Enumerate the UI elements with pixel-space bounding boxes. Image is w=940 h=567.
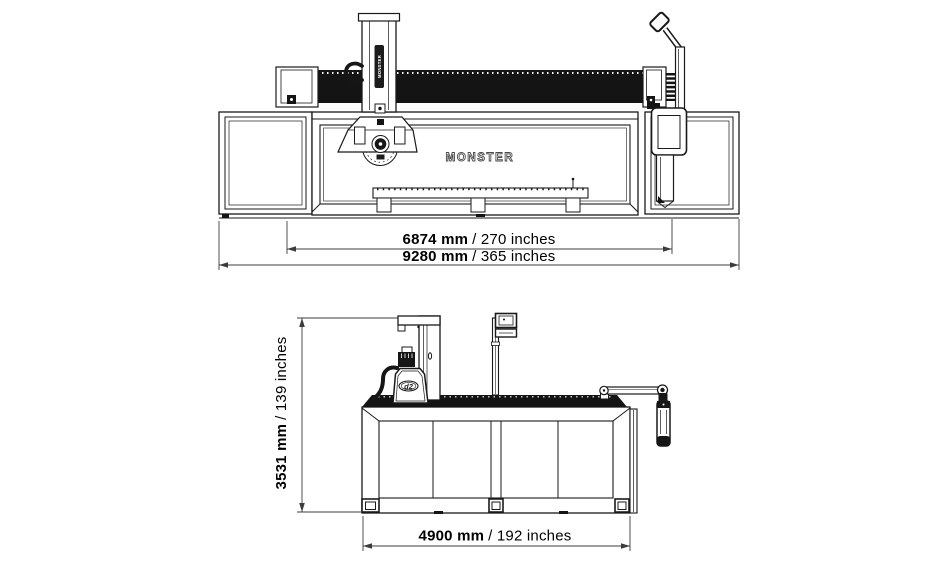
column-top-arm: [398, 316, 440, 325]
arrowhead-icon: [730, 262, 739, 268]
table-leg: [566, 198, 580, 212]
beam-carriage-right: [643, 67, 666, 107]
base-tub: [362, 407, 637, 514]
dim-label-overall-length: 9280 mm / 365 inches: [402, 248, 556, 265]
dim-label-height: 3531 mm/ 139 inches: [273, 336, 290, 490]
machine-foot: [615, 499, 629, 512]
arrowhead-icon: [287, 246, 296, 252]
machine-foot: [362, 499, 379, 512]
dim-label-depth: 4900 mm / 192 inches: [418, 527, 572, 545]
pendant-lower-bar: [657, 155, 674, 201]
pendant-post: [676, 47, 685, 109]
arrowhead-icon: [621, 543, 630, 549]
dimension-depth: [363, 516, 630, 551]
column-vertical-label: MONSTER: [376, 54, 382, 79]
table-leg: [377, 198, 391, 212]
machine-foot: [489, 499, 503, 512]
table-leg: [471, 198, 485, 212]
column-cap: [359, 14, 400, 22]
motor-block: [398, 352, 415, 367]
gantry-beam: [276, 67, 671, 109]
side-view-drawing: [273, 314, 670, 552]
arm-bar: [603, 387, 666, 394]
dim-label-table-length: 6874 mm / 270 inches: [402, 231, 556, 248]
monitor-post: [492, 314, 517, 396]
monster-logo: MONSTER: [445, 152, 515, 164]
beam-carriage-left: [276, 67, 318, 107]
front-view-drawing: [219, 12, 739, 270]
d2-logo-text: d2: [404, 381, 413, 391]
machine-foot: [222, 214, 229, 218]
arrowhead-icon: [219, 262, 228, 268]
arrowhead-icon: [299, 503, 305, 512]
side-table-left: [219, 112, 312, 218]
arrowhead-icon: [663, 246, 672, 252]
guard-window: [395, 127, 406, 144]
arrowhead-icon: [363, 543, 372, 549]
arrowhead-icon: [299, 318, 305, 327]
guard-window: [355, 127, 366, 144]
